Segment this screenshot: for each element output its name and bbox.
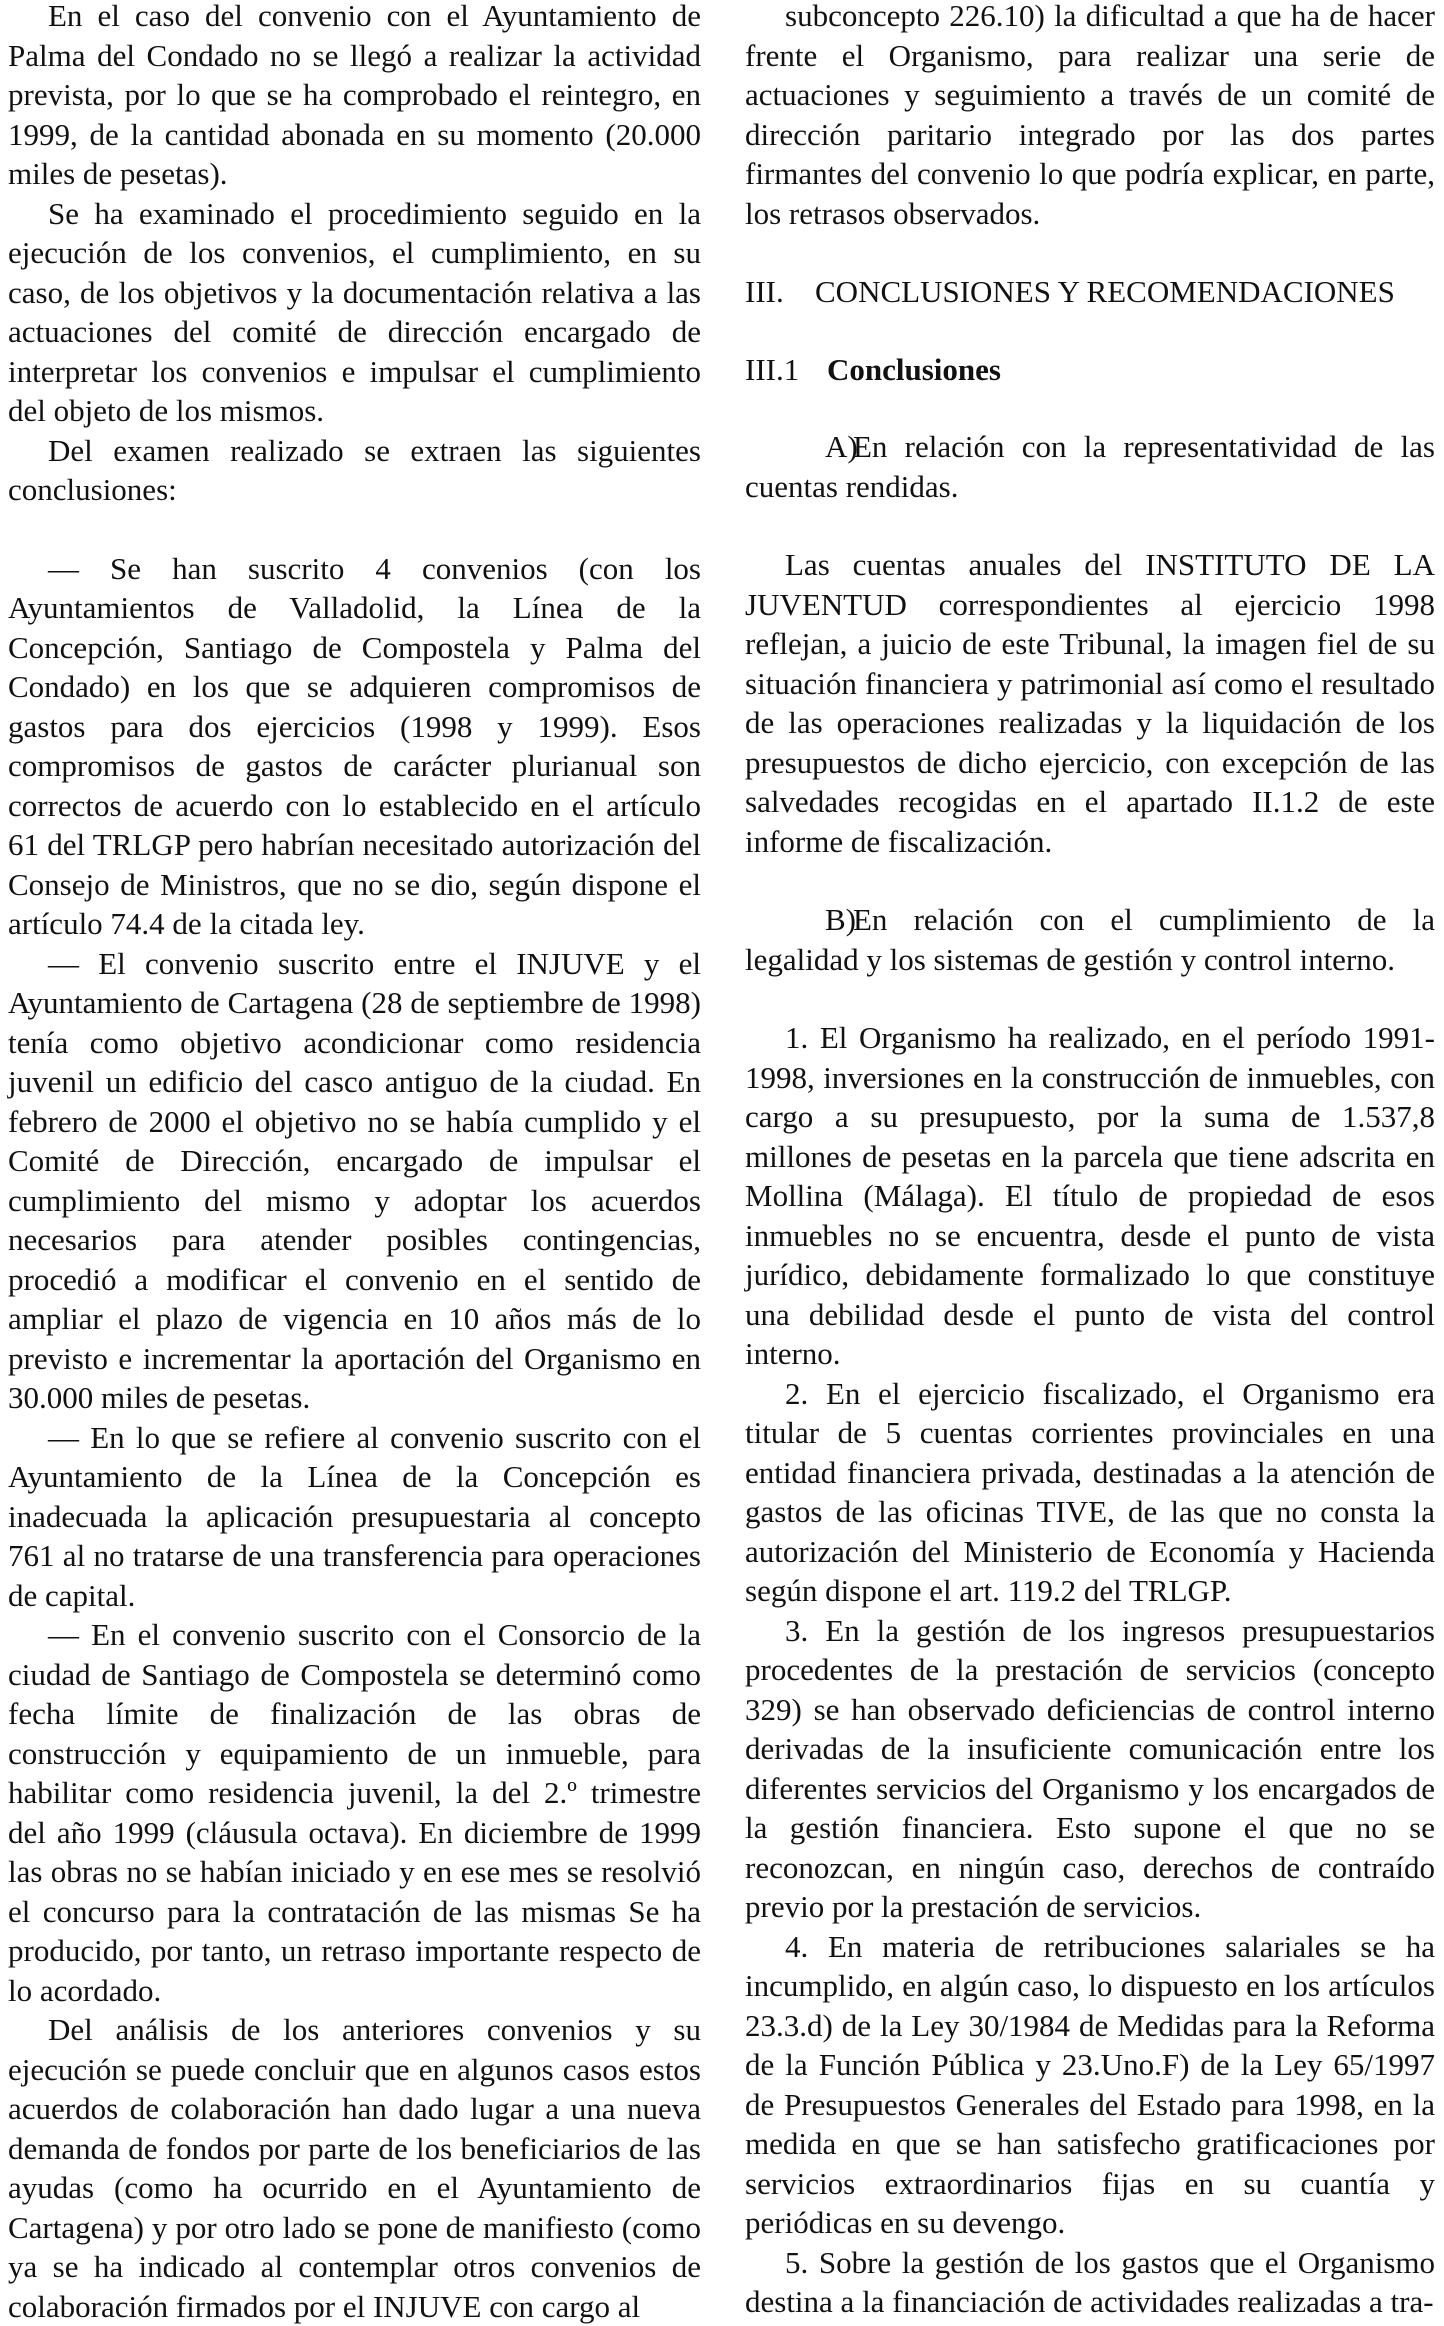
bullet-item: — En lo que se refiere al convenio suscrito con el Ayuntamiento de la Línea de la Concepción es inadecuada la aplicación presupuestaria al concepto 761 al no tratarse de una transferencia para operaciones de capital. xyxy=(8,1419,701,1613)
lettered-heading-a xyxy=(745,427,1435,506)
paragraph: Las cuentas anuales del INSTITUTO DE LA JUVENTUD correspondientes al ejercicio 1998 reflejan, a juicio de este Tribunal, la imagen fiel de su situación financiera y patrimonial así como el resultado de las operaciones realizadas y la liquidación de los presupuestos de dicho ejercicio, con excepción de las salvedades recogidas en el apartado II.1.2 de este informe de fiscalización. xyxy=(745,547,1435,859)
spacer xyxy=(745,233,1435,272)
numbered-item: 5. Sobre la gestión de los gastos que el Organismo destina a la financiación de actividades realizadas a tra- xyxy=(745,2244,1435,2319)
paragraph: Del examen realizado se extraen las siguientes conclusiones: xyxy=(8,432,701,507)
bullet-item: — Se han suscrito 4 convenios (con los Ayuntamientos de Valladolid, la Línea de la Concepción, Santiago de Compostela y Palma del Condado) en los que se adquieren compromisos de gastos para dos ejercicios (1998 y 1999). Esos compromisos de gastos de carácter plurianual son correctos de acuerdo con lo establecido en el artículo 61 del TRLGP pero habrían necesitado autorización del Consejo de Ministros, que no se dio, según dispone el artículo 74.4 de la citada ley. xyxy=(8,550,701,941)
numbered-item: 4. En materia de retribuciones salariales se ha incumplido, en algún caso, lo dispuesto en los artículos 23.3.d) de la Ley 30/1984 de Medidas para la Reforma de la Función Pública y 23.Uno.F) de la Ley 65/1997 de Presupuestos Generales del Estado para 1998, en la medida en que se han satisfecho gratificaciones por servicios extraordinarios fijas en su cuantía y periódicas en su devengo. xyxy=(745,1928,1435,2240)
lettered-heading-b xyxy=(745,900,1435,979)
section-heading xyxy=(745,272,1435,312)
section-title: CONCLUSIONES Y RECOMENDACIONES xyxy=(815,274,1395,309)
bullet-item: — El convenio suscrito entre el INJUVE y el Ayuntamiento de Cartagena (28 de septiembre de 1998) tenía como objetivo acondicionar como residencia juvenil un edificio del casco antiguo de la ciudad. En febrero de 2000 el objetivo no se había cumplido y el Comité de Dirección, encargado de impulsar el cumplimiento del mismo y adoptar los acuerdos necesarios para atender posibles contingencias, procedió a modificar el convenio en el sentido de ampliar el plazo de vigencia en 10 años más de lo previsto e incrementar la aportación del Organismo en 30.000 miles de pesetas. xyxy=(8,945,701,1415)
section-number: III. xyxy=(745,274,784,309)
subsection-title: Conclusiones xyxy=(827,351,1001,387)
numbered-item: 1. El Organismo ha realizado, en el período 1991-1998, inversiones en la construcción de inmuebles, con cargo a su presupuesto, por la suma de 1.537,8 millones de pesetas en la parcela que tiene adscrita en Mollina (Málaga). El título de propiedad de esos inmuebles no se encuentra, desde el punto de vista jurídico, debidamente formalizado lo que constituye una debilidad desde el punto de vista del control interno. xyxy=(745,1020,1435,1371)
paragraph: Se ha examinado el procedimiento seguido en la ejecución de los convenios, el cumplimiento, en su caso, de los objetivos y la documentación relativa a las actuaciones del comité de dirección encargado de interpretar los convenios e impulsar el cumplimiento del objeto de los mismos. xyxy=(8,195,701,428)
spacer xyxy=(745,506,1435,545)
spacer xyxy=(745,312,1435,350)
right-column xyxy=(745,0,1435,2322)
subsection-heading xyxy=(745,350,1435,390)
letter-text: En relación con el cumplimiento de la legalidad y los sistemas de gestión y control interno. xyxy=(745,902,1435,977)
bullet-item: — En el convenio suscrito con el Consorcio de la ciudad de Santiago de Compostela se determinó como fecha límite de finalización de las obras de construcción y equipamiento de un inmueble, para habilitar como residencia juvenil, la del 2.º trimestre del año 1999 (cláusula octava). En diciembre de 1999 las obras no se habían iniciado y en ese mes se resolvió el concurso para la contratación de las mismas Se ha producido, por tanto, un retraso importante respecto de lo acordado. xyxy=(8,1617,701,2008)
spacer xyxy=(745,389,1435,427)
spacer xyxy=(745,979,1435,1018)
subsection-number: III.1 xyxy=(745,351,800,387)
numbered-item: 2. En el ejercicio fiscalizado, el Organismo era titular de 5 cuentas corrientes provinciales en una entidad financiera privada, destinadas a la atención de gastos de las oficinas TIVE, de las que no consta la autorización del Ministerio de Economía y Hacienda según dispone el art. 119.2 del TRLGP. xyxy=(745,1375,1435,1608)
letter-label: B) xyxy=(825,902,856,937)
spacer xyxy=(8,510,701,549)
letter-text: En relación con la representatividad de las cuentas rendidas. xyxy=(745,429,1435,504)
paragraph: subconcepto 226.10) la dificultad a que ha de hacer frente el Organismo, para realizar una serie de actuaciones y seguimiento a través de un comité de dirección paritario integrado por las dos partes firmantes del convenio lo que podría explicar, en parte, los retrasos observados. xyxy=(745,0,1435,231)
spacer xyxy=(745,861,1435,900)
left-column xyxy=(8,0,701,2326)
letter-label: A) xyxy=(825,429,858,464)
paragraph: En el caso del convenio con el Ayuntamiento de Palma del Condado no se llegó a realizar la actividad prevista, por lo que se ha comprobado el reintegro, en 1999, de la cantidad abonada en su momento (20.000 miles de pesetas). xyxy=(8,0,701,191)
paragraph: Del análisis de los anteriores convenios y su ejecución se puede concluir que en algunos casos estos acuerdos de colaboración han dado lugar a una nueva demanda de fondos por parte de los beneficiarios de las ayudas (como ha ocurrido en el Ayuntamiento de Cartagena) y por otro lado se pone de manifiesto (como ya se ha indicado al contemplar otros convenios de colaboración firmados por el INJUVE con cargo al xyxy=(8,2012,701,2324)
numbered-item: 3. En la gestión de los ingresos presupuestarios procedentes de la prestación de servicios (concepto 329) se han observado deficiencias de control interno derivadas de la insuficiente comunicación entre los diferentes servicios del Organismo y los encargados de la gestión financiera. Esto supone el que no se reconozcan, en ningún caso, derechos de contraído previo por la prestación de servicios. xyxy=(745,1612,1435,1924)
